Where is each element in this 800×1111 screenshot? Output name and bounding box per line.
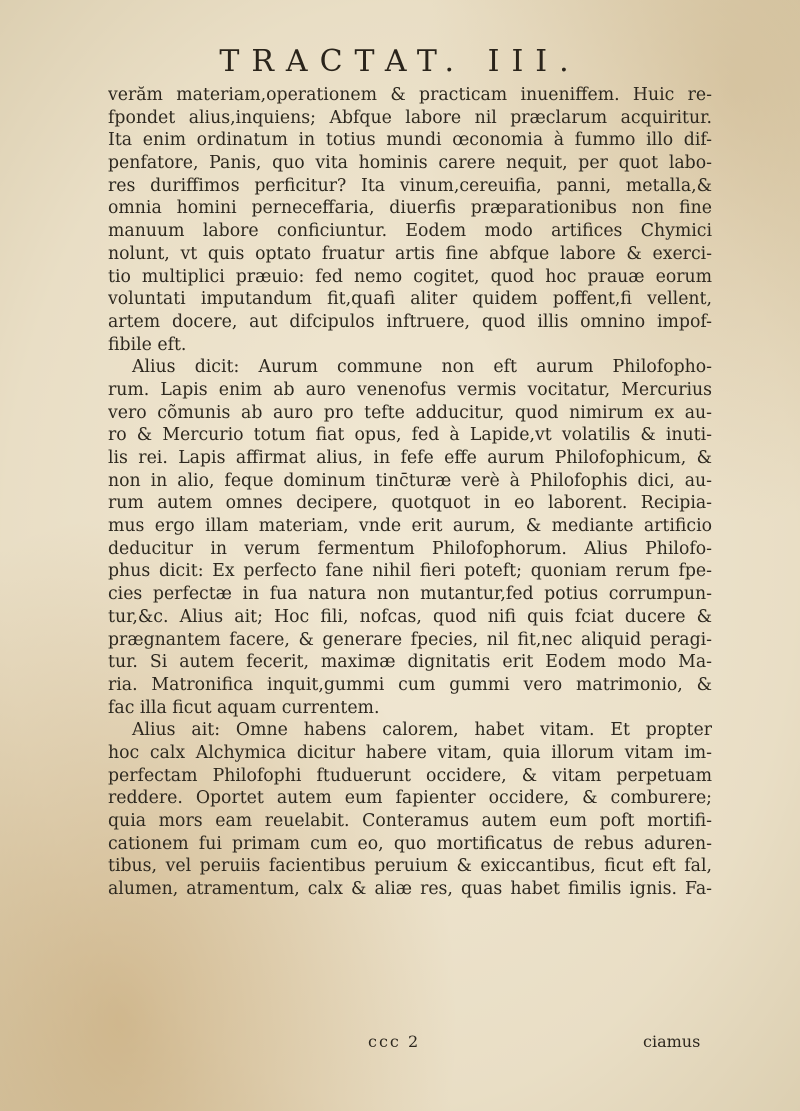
text-line: phus dicit: Ex perfecto fane nihil fieri poteft; quoniam rerum fpe- [108, 561, 712, 582]
text-line: artem docere, aut difcipulos inftruere, quod illis omnino impof- [108, 311, 712, 332]
paragraph-start-line: Alius dicit: Aurum commune non eft aurum Philofopho- [132, 357, 712, 378]
text-line: mus ergo illam materiam, vnde erit aurum, & mediante artificio [108, 516, 712, 537]
text-line: prægnantem facere, & generare fpecies, nil fit,nec aliquid peragi- [108, 629, 712, 650]
text-line: rum autem omnes decipere, quotquot in eo laborent. Recipia- [108, 493, 712, 514]
text-line: manuum labore conficiuntur. Eodem modo artifices Chymici [108, 221, 712, 242]
text-line: ro & Mercurio totum fiat opus, fed à Lapide,vt volatilis & inuti- [108, 425, 712, 446]
catchword: ciamus [643, 1032, 701, 1051]
text-line: ria. Matronifica inquit,gummi cum gummi vero matrimonio, & [108, 674, 712, 695]
signature-mark: ccc 2 [368, 1032, 421, 1051]
text-line: fibile eft. [108, 334, 187, 355]
text-line: quia mors eam reuelabit. Conteramus autem eum poft mortifi- [108, 811, 712, 831]
body-text [108, 84, 712, 901]
text-line: voluntati imputandum fit,quafi aliter quidem poffent,fi vellent, [108, 289, 712, 310]
paragraph-start-line: Alius ait: Omne habens calorem, habet vitam. Et propter [132, 720, 712, 741]
text-line: Ita enim ordinatum in totius mundi œconomia à fummo illo dif- [108, 130, 712, 151]
text-line: reddere. Oportet autem eum fapienter occidere, & comburere; [108, 788, 712, 809]
text-line: cies perfectæ in fua natura non mutantur,fed potius corrumpun- [108, 584, 712, 605]
text-line: rum. Lapis enim ab auro venenofus vermis vocitatur, Mercurius [108, 379, 712, 400]
text-line: cationem fui primam cum eo, quo mortificatus de rebus aduren- [108, 833, 712, 854]
text-line: tibus, vel peruiis facientibus peruium & exiccantibus, ficut eft fal, [108, 856, 712, 877]
text-line: fac illa ficut aquam currentem. [108, 697, 380, 718]
text-line: nolunt, vt quis optato fruatur artis fine abfque labore & exerci- [108, 243, 712, 264]
text-line: verăm materiam,operationem & practicam inueniffem. Huic re- [108, 85, 712, 105]
text-line: vero cõmunis ab auro pro tefte adducitur, quod nimirum ex au- [108, 402, 712, 423]
running-title: TRACTAT. III. [219, 44, 581, 79]
text-line: res duriffimos perficitur? Ita vinum,cereuifia, panni, metalla,& [108, 175, 712, 196]
text-line: non in alio, feque dominum tinc̄turæ verè à Philofophis dici, au- [108, 470, 712, 491]
text-line: omnia homini perneceffaria, diuerfis præparationibus non fine [108, 198, 712, 219]
text-line: tio multiplici præuio: fed nemo cogitet, quod hoc prauæ eorum [108, 266, 712, 287]
text-line: fpondet alius,inquiens; Abfque labore nil præclarum acquiritur. [108, 107, 712, 128]
text-line: hoc calx Alchymica dicitur habere vitam, quia illorum vitam im- [108, 742, 712, 763]
text-line: tur. Si autem fecerit, maximæ dignitatis erit Eodem modo Ma- [108, 652, 712, 673]
text-line: penfatore, Panis, quo vita hominis carere nequit, per quot labo- [108, 153, 712, 174]
text-line: tur,&c. Alius ait; Hoc fili, nofcas, quod nifi quis fciat ducere & [108, 606, 712, 627]
text-line: lis rei. Lapis affirmat alius, in fefe effe aurum Philofophicum, & [108, 448, 712, 468]
text-line: deducitur in verum fermentum Philofophorum. Alius Philofo- [108, 538, 712, 559]
text-line: alumen, atramentum, calx & aliæ res, quas habet fimilis ignis. Fa- [108, 879, 712, 900]
text-line: perfectam Philofophi ftuduerunt occidere, & vitam perpetuam [108, 765, 712, 786]
